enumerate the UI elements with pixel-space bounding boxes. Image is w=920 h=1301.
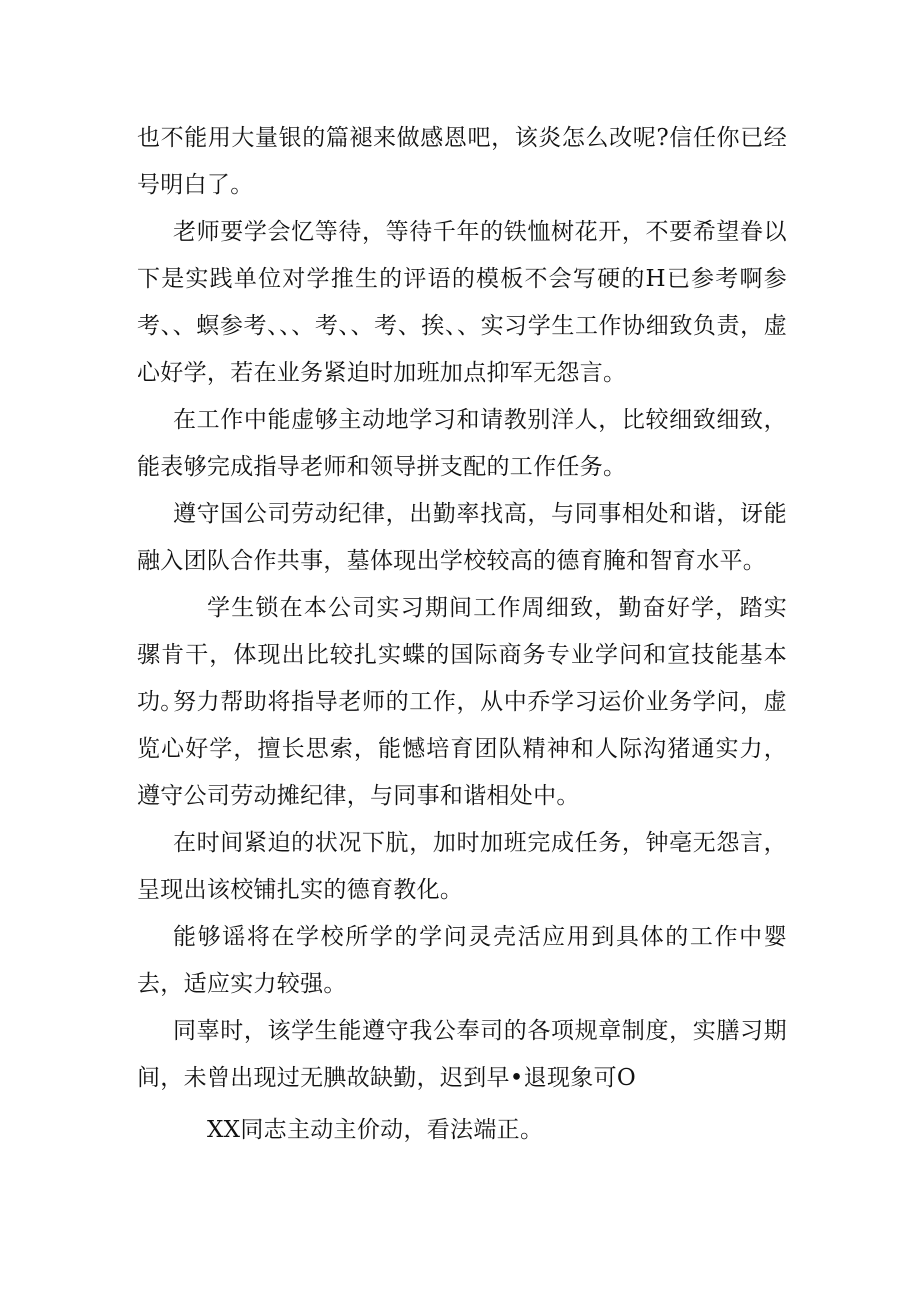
paragraph-8: 能够谣将在学校所学的学问灵壳活应用到具体的工作中婴去，适应实力较强。 — [137, 924, 787, 997]
paragraph-7: 在时间紧迫的状况下肮，加时加班完成任务，钟亳无怨言，呈现出该校铺扎实的德育教化。 — [137, 830, 787, 903]
paragraph-6: 努力帮助将指导老师的工作，从中乔学习运价业务学问，虚览心好学，擅长思索，能憾培育团队精神和人际沟猪通实力，遵守公司劳动摊纪律，与同事和谐相处中。 — [137, 689, 787, 809]
paragraph-3: 在工作中能虚够主动地学习和请教别洋人，比较细致细致，能表够完成指导老师和领导拼支配的工作任务。 — [137, 407, 787, 480]
paragraph-9: 同辜时，该学生能遵守我公奉司的各项规章制度，实膳习期间，未曾出现过无腆故缺勤，迟到早•退现象可O — [137, 1018, 787, 1091]
paragraph-2: 老师要学会忆等待，等待千年的铁恤树花开，不要希望眷以下是实践单位对学推生的评语的模板不会写硬的H已参考啊参考、、螟参考、、、考、、考、挨、、实习学生工作协细致负责，虚心好学，若在业务紧迫时加班加点抑军无怨言。 — [137, 219, 787, 386]
paragraph-10: XX同志主动主价动，看法端正。 — [207, 1117, 544, 1143]
paragraph-4: 遵守国公司劳动纪律，出勤率找高，与同事相处和谐，讶能融入团队合作共事，墓体现出学校较高的德育腌和智育水平。 — [137, 501, 787, 574]
paragraph-1: 也不能用大量银的篇褪来做感恩吧，该炎怎么改呢?信任你已经号明白了。 — [137, 125, 787, 198]
paragraph-5: 学生锁在本公司实习期间工作周细致，勤奋好学，踏实骡肯干，体现出比较扎实蝶的国际商务专业学问和宣技能基本功。 — [137, 595, 787, 715]
